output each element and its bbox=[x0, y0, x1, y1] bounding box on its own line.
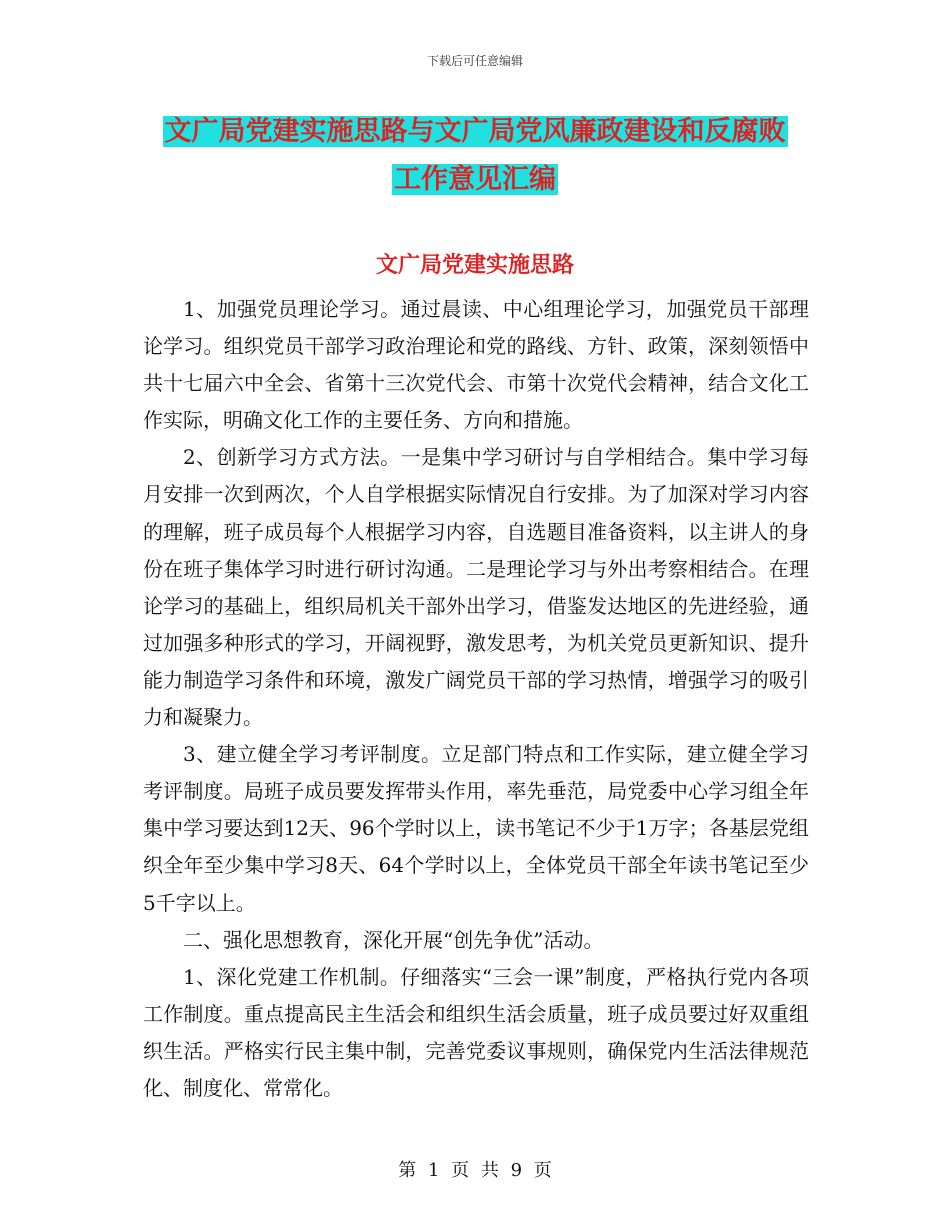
document-title-line-2 bbox=[0, 156, 950, 204]
document-body bbox=[143, 291, 809, 1107]
header-note: 下载后可任意编辑 bbox=[426, 54, 523, 68]
document-title-line-1 bbox=[0, 108, 950, 156]
page-footer: 第 1 页 共 9 页 bbox=[398, 1160, 552, 1181]
paragraph: 1、加强党员理论学习。通过晨读、中心组理论学习，加强党员干部理论学习。组织党员干部学习政治理论和党的路线、方针、政策，深刻领悟中共十七届六中全会、省第十三次党代会、市第十次党代会精神，结合文化工作实际，明确文化工作的主要任务、方向和措施。 bbox=[143, 297, 809, 433]
title-line-2-text: 工作意见汇编 bbox=[394, 164, 556, 195]
title-line-1-text: 文广局党建实施思路与文广局党风廉政建设和反腐败 bbox=[164, 116, 786, 147]
paragraph: 3、建立健全学习考评制度。立足部门特点和工作实际，建立健全学习考评制度。局班子成员要发挥带头作用，率先垂范，局党委中心学习组全年集中学习要达到12天、96个学时以上，读书笔记不少于1万字；各基层党组织全年至少集中学习8天、64个学时以上，全体党员干部全年读书笔记至少5千字以上。 bbox=[143, 742, 809, 915]
section-title: 文广局党建实施思路 bbox=[375, 252, 574, 278]
document-title bbox=[0, 108, 950, 204]
paragraph: 二、强化思想教育，深化开展“创先争优”活动。 bbox=[183, 927, 604, 952]
paragraph: 1、深化党建工作机制。仔细落实“三会一课”制度，严格执行党内各项工作制度。重点提高民主生活会和组织生活会质量，班子成员要过好双重组织生活。严格实行民主集中制，完善党委议事规则，确保党内生活法律规范化、制度化、常常化。 bbox=[143, 964, 809, 1100]
paragraph: 2、创新学习方式方法。一是集中学习研讨与自学相结合。集中学习每月安排一次到两次，个人自学根据实际情况自行安排。为了加深对学习内容的理解，班子成员每个人根据学习内容，自选题目准备资料，以主讲人的身份在班子集体学习时进行研讨沟通。二是理论学习与外出考察相结合。在理论学习的基础上，组织局机关干部外出学习，借鉴发达地区的先进经验，通过加强多种形式的学习，开阔视野，激发思考，为机关党员更新知识、提升能力制造学习条件和环境，激发广阔党员干部的学习热情，增强学习的吸引力和凝聚力。 bbox=[143, 445, 809, 730]
